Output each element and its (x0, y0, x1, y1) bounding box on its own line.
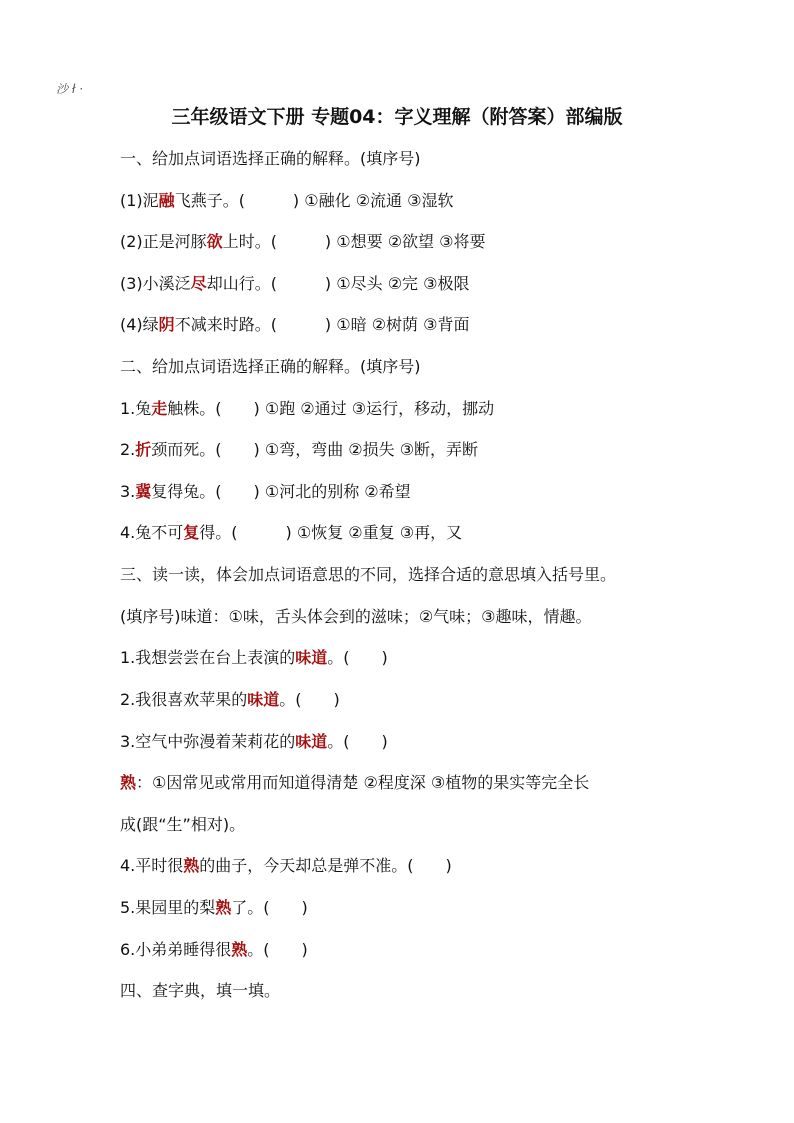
question-line: (1)泥融飞燕子。( ) ①融化 ②流通 ③湿软 (120, 191, 454, 210)
corner-mark: 沙 ł · (56, 82, 83, 96)
question-line: 3.冀复得兔。( ) ①河北的别称 ②希望 (120, 482, 411, 501)
question-line: 2.我很喜欢苹果的味道。( ) (120, 690, 340, 709)
section-4-heading: 四、查字典，填一填。 (120, 981, 281, 1000)
question-line: 4.平时很熟的曲子，今天却总是弹不准。( ) (120, 856, 452, 875)
question-line: (3)小溪泛尽却山行。( ) ①尽头 ②完 ③极限 (120, 274, 470, 293)
question-line: 1.我想尝尝在台上表演的味道。( ) (120, 648, 388, 667)
question-line: (4)绿阴不减来时路。( ) ①暗 ②树荫 ③背面 (120, 315, 470, 334)
question-line: 1.兔走触株。( ) ①跑 ②通过 ③运行，移动，挪动 (120, 399, 495, 418)
question-line: 6.小弟弟睡得很熟。( ) (120, 940, 308, 959)
question-line: 2.折颈而死。( ) ①弯，弯曲 ②损失 ③断，弄断 (120, 440, 479, 459)
definition-line: (填序号)味道：①味，舌头体会到的滋味；②气味；③趣味，情趣。 (120, 607, 592, 626)
section-1-heading: 一、给加点词语选择正确的解释。(填序号) (120, 149, 421, 168)
section-2-heading: 二、给加点词语选择正确的解释。(填序号) (120, 357, 421, 376)
definition-line: 熟：①因常见或常用而知道得清楚 ②程度深 ③植物的果实等完全长 (120, 773, 590, 792)
question-line: 5.果园里的梨熟了。( ) (120, 898, 308, 917)
question-line: 3.空气中弥漫着茉莉花的味道。( ) (120, 732, 388, 751)
question-line: 4.兔不可复得。( ) ①恢复 ②重复 ③再，又 (120, 523, 463, 542)
definition-line-continued: 成(跟“生”相对)。 (120, 815, 246, 834)
page-title: 三年级语文下册 专题04：字义理解（附答案）部编版 (171, 106, 623, 128)
question-line: (2)正是河豚欲上时。( ) ①想要 ②欲望 ③将要 (120, 232, 486, 251)
section-3-heading: 三、读一读，体会加点词语意思的不同，选择合适的意思填入括号里。 (120, 565, 617, 584)
